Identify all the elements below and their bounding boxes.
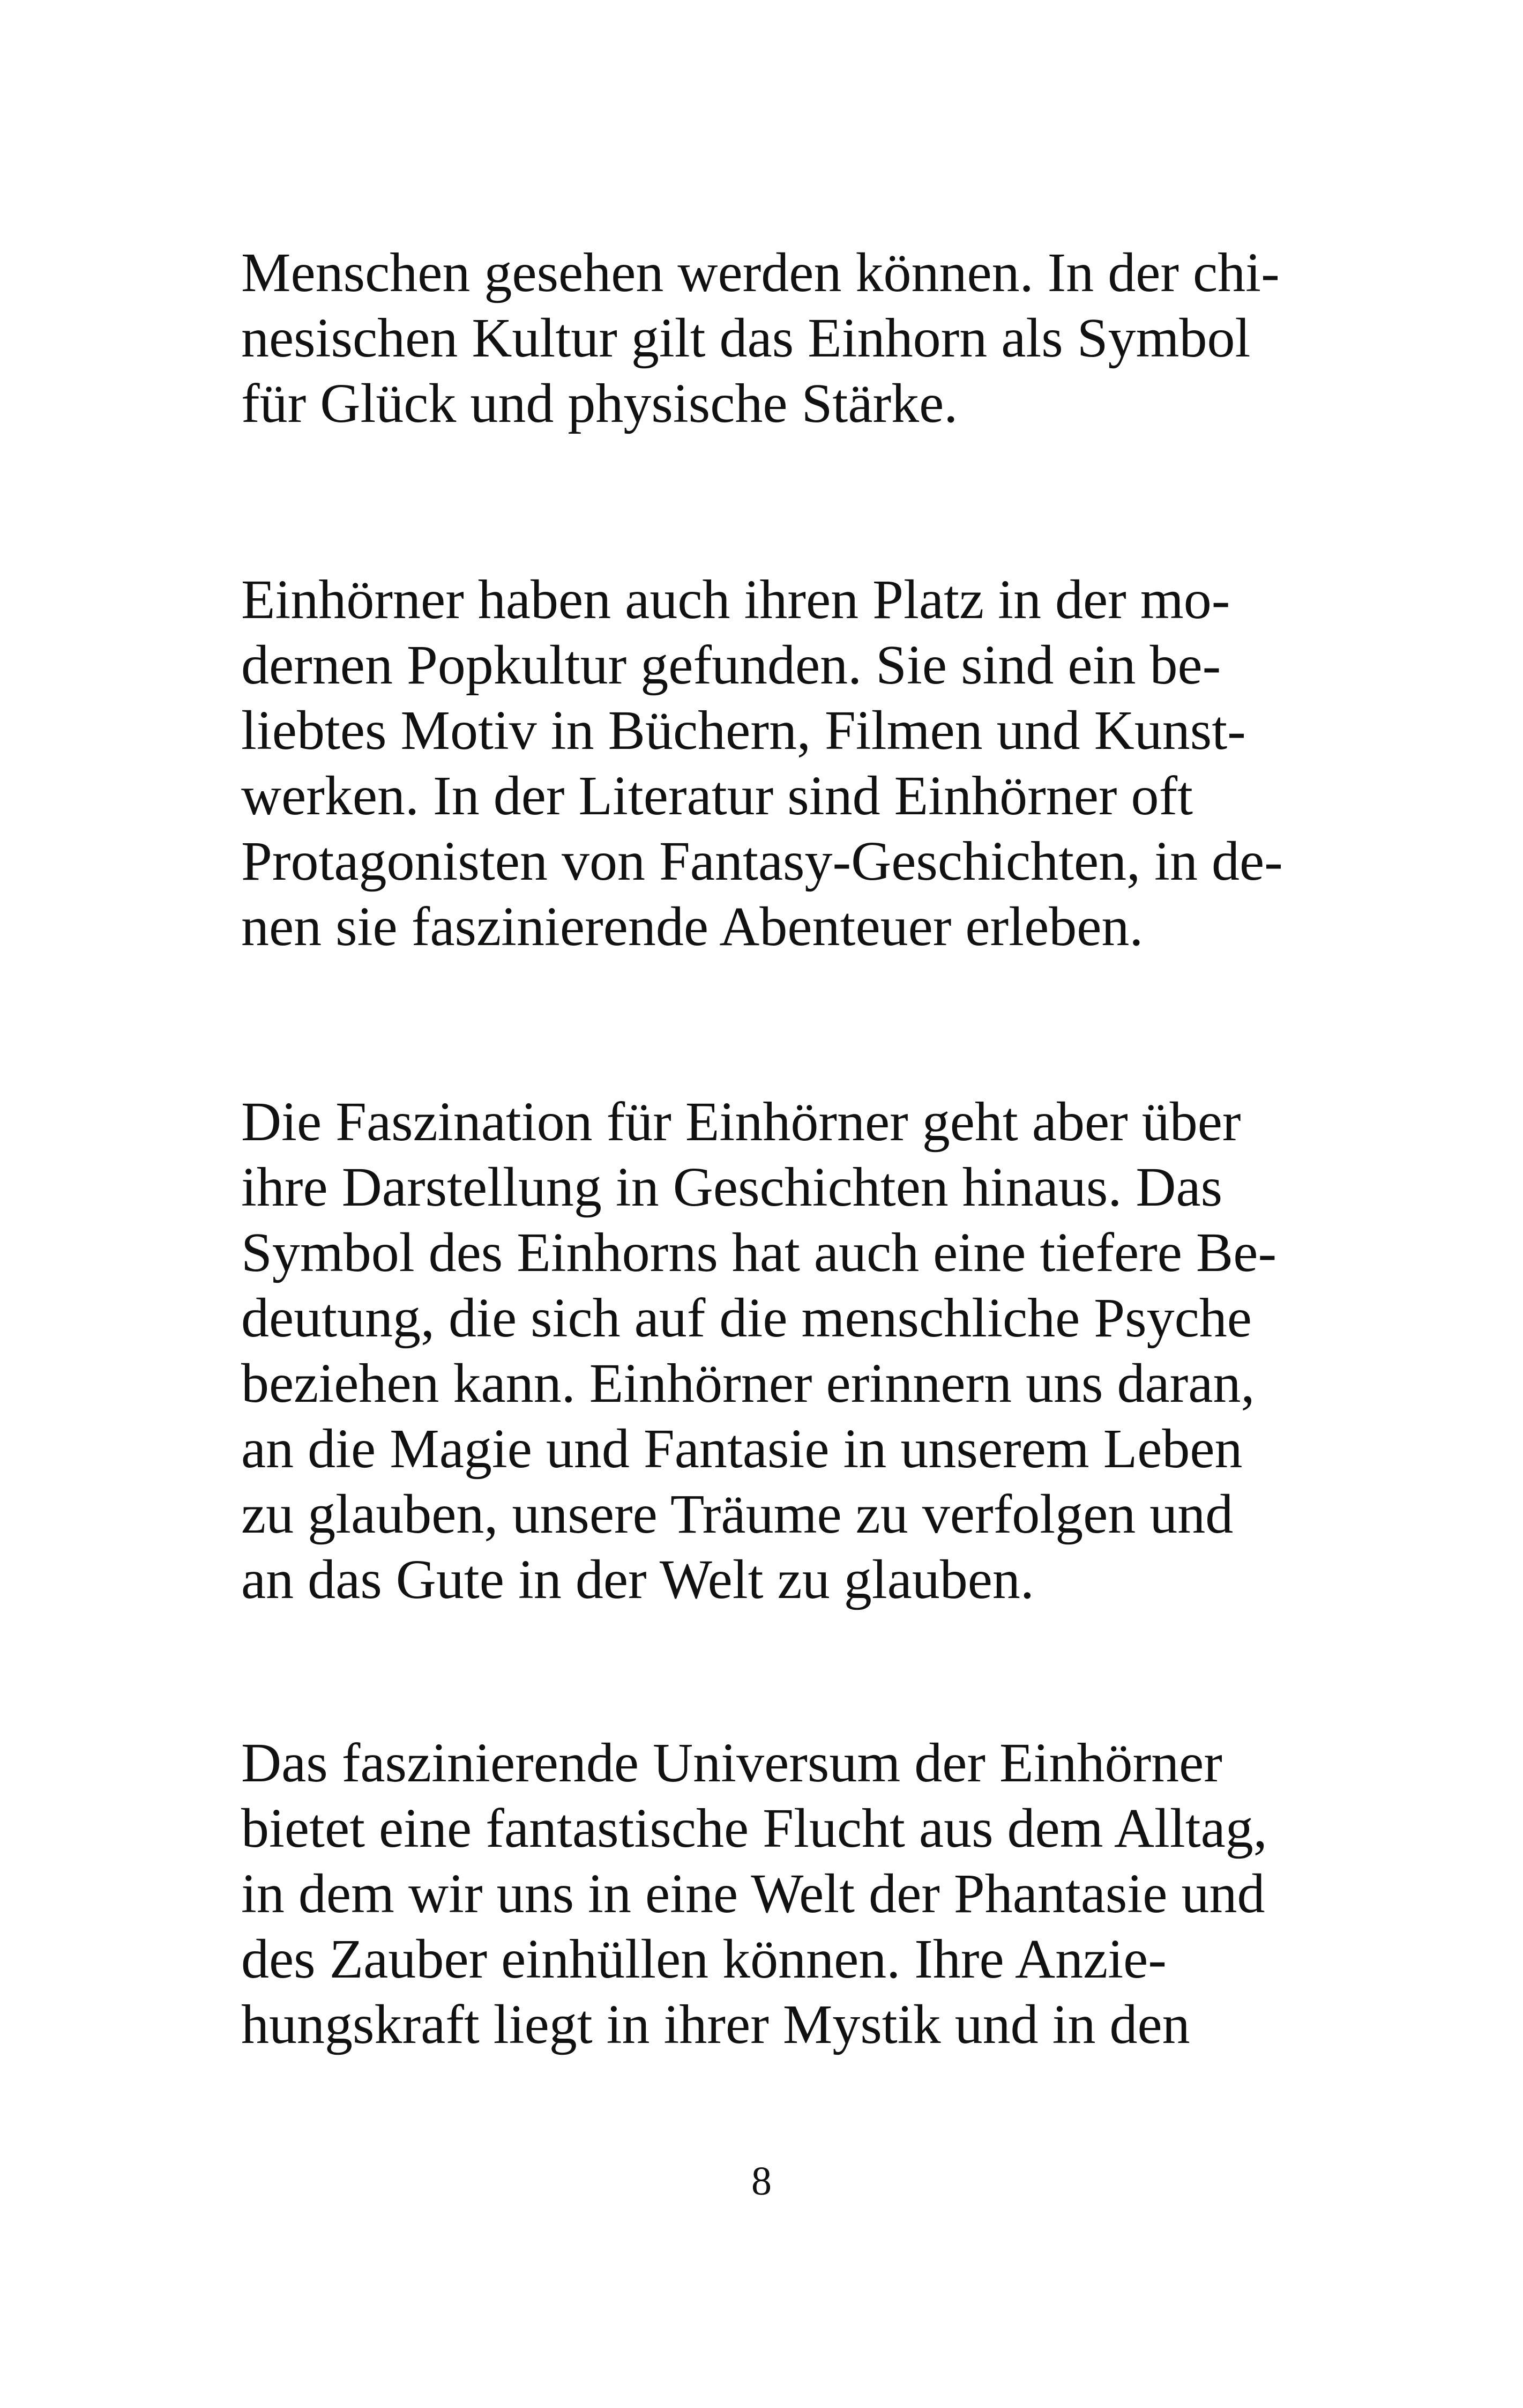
text-line: deutung, die sich auf die menschliche Psyche: [241, 1287, 1252, 1349]
paragraph-4: [241, 1730, 1420, 2057]
text-line: Protagonisten von Fantasy-Geschichten, in de-: [241, 830, 1283, 892]
text-line: Symbol des Einhorns hat auch eine tiefere Be-: [241, 1222, 1277, 1283]
page-number: 8: [751, 2159, 772, 2204]
text-line: Die Faszination für Einhörner geht aber über: [241, 1091, 1241, 1153]
text-line: in dem wir uns in eine Welt der Phantasie und: [241, 1863, 1265, 1924]
text-line: nen sie faszinierende Abenteuer erleben.: [241, 896, 1144, 957]
text-line: beziehen kann. Einhörner erinnern uns daran,: [241, 1352, 1255, 1414]
text-line: hungskraft liegt in ihrer Mystik und in den: [241, 1994, 1190, 2055]
paragraph-3: [241, 1089, 1420, 1612]
text-line: werken. In der Literatur sind Einhörner oft: [241, 765, 1193, 827]
text-line: ihre Darstellung in Geschichten hinaus. Das: [241, 1156, 1223, 1218]
text-line: liebtes Motiv in Büchern, Filmen und Kunst-: [241, 700, 1246, 761]
text-line: nesischen Kultur gilt das Einhorn als Symbol: [241, 307, 1251, 369]
text-line: Einhörner haben auch ihren Platz in der mo-: [241, 569, 1230, 630]
text-line: Das faszinierende Universum der Einhörner: [241, 1732, 1222, 1794]
text-line: zu glauben, unsere Träume zu verfolgen und: [241, 1483, 1234, 1545]
text-line: bietet eine fantastische Flucht aus dem Alltag,: [241, 1797, 1267, 1859]
text-line: für Glück und physische Stärke.: [241, 373, 958, 434]
text-line: Menschen gesehen werden können. In der chi-: [241, 242, 1280, 303]
paragraph-1: [241, 240, 1420, 436]
text-line: an die Magie und Fantasie in unserem Leben: [241, 1418, 1243, 1480]
paragraph-2: [241, 567, 1420, 960]
text-line: des Zauber einhüllen können. Ihre Anzie-: [241, 1928, 1167, 1990]
text-line: dernen Popkultur gefunden. Sie sind ein be-: [241, 634, 1221, 696]
text-line: an das Gute in der Welt zu glauben.: [241, 1549, 1034, 1610]
